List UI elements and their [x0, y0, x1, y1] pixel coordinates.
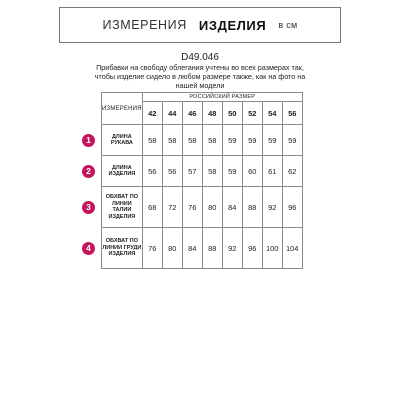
row-label: ОБХВАТ ПО ЛИНИИ ГРУДИ ИЗДЕЛИЯ: [102, 228, 143, 269]
table-cell: 59: [242, 125, 262, 156]
table-cell: 80: [162, 228, 182, 269]
table-cell: 56: [142, 156, 162, 187]
table-cell: 58: [202, 125, 222, 156]
header-unit: в см: [278, 20, 298, 30]
table-cell: 59: [222, 156, 242, 187]
row-number-badge: 2: [82, 165, 95, 178]
size-header: 50: [222, 102, 242, 125]
size-system-header: РОССИЙСКИЙ РАЗМЕР: [142, 93, 302, 102]
table-cell: 57: [182, 156, 202, 187]
table-cell: 84: [182, 228, 202, 269]
table-cell: 84: [222, 187, 242, 228]
size-header: 54: [262, 102, 282, 125]
table-cell: 76: [142, 228, 162, 269]
measure-column-header: ИЗМЕРЕНИЯ: [102, 93, 143, 125]
table-cell: 88: [202, 228, 222, 269]
table-cell: 61: [262, 156, 282, 187]
product-code: D49.046: [181, 52, 219, 63]
table-cell: 76: [182, 187, 202, 228]
table-cell: 104: [282, 228, 302, 269]
size-chart-page: [50, 0, 350, 400]
size-table: [101, 92, 303, 269]
table-row: [102, 125, 303, 156]
table-cell: 59: [222, 125, 242, 156]
table-cell: 59: [262, 125, 282, 156]
row-number-badge: 4: [82, 242, 95, 255]
table-cell: 92: [262, 187, 282, 228]
table-cell: 56: [162, 156, 182, 187]
table-cell: 58: [182, 125, 202, 156]
table-cell: 58: [162, 125, 182, 156]
size-header: 48: [202, 102, 222, 125]
size-header: 44: [162, 102, 182, 125]
table-cell: 59: [282, 125, 302, 156]
row-number-badge: 1: [82, 134, 95, 147]
table-row: [102, 228, 303, 269]
table-cell: 58: [142, 125, 162, 156]
fit-note: Прибавки на свободу облегания учтены во всех размерах так, чтобы изделие сидело в любом размере также, как на фото на нашей модели: [94, 63, 306, 90]
table-cell: 92: [222, 228, 242, 269]
table-row: [102, 156, 303, 187]
table-row: [102, 187, 303, 228]
table-cell: 100: [262, 228, 282, 269]
size-header: 46: [182, 102, 202, 125]
size-header: 42: [142, 102, 162, 125]
table-cell: 80: [202, 187, 222, 228]
header-measure-word: ИЗМЕРЕНИЯ: [102, 18, 187, 32]
row-label: ОБХВАТ ПО ЛИНИИ ТАЛИИ ИЗДЕЛИЯ: [102, 187, 143, 228]
header-item-word: ИЗДЕЛИЯ: [198, 17, 267, 33]
size-header: 56: [282, 102, 302, 125]
table-cell: 96: [282, 187, 302, 228]
row-label: ДЛИНА РУКАВА: [102, 125, 143, 156]
table-cell: 88: [242, 187, 262, 228]
size-header: 52: [242, 102, 262, 125]
page-header: [59, 7, 341, 43]
table-cell: 62: [282, 156, 302, 187]
table-cell: 60: [242, 156, 262, 187]
table-cell: 58: [202, 156, 222, 187]
table-cell: 68: [142, 187, 162, 228]
table-cell: 96: [242, 228, 262, 269]
table-cell: 72: [162, 187, 182, 228]
row-label: ДЛИНА ИЗДЕЛИЯ: [102, 156, 143, 187]
row-number-badge: 3: [82, 201, 95, 214]
